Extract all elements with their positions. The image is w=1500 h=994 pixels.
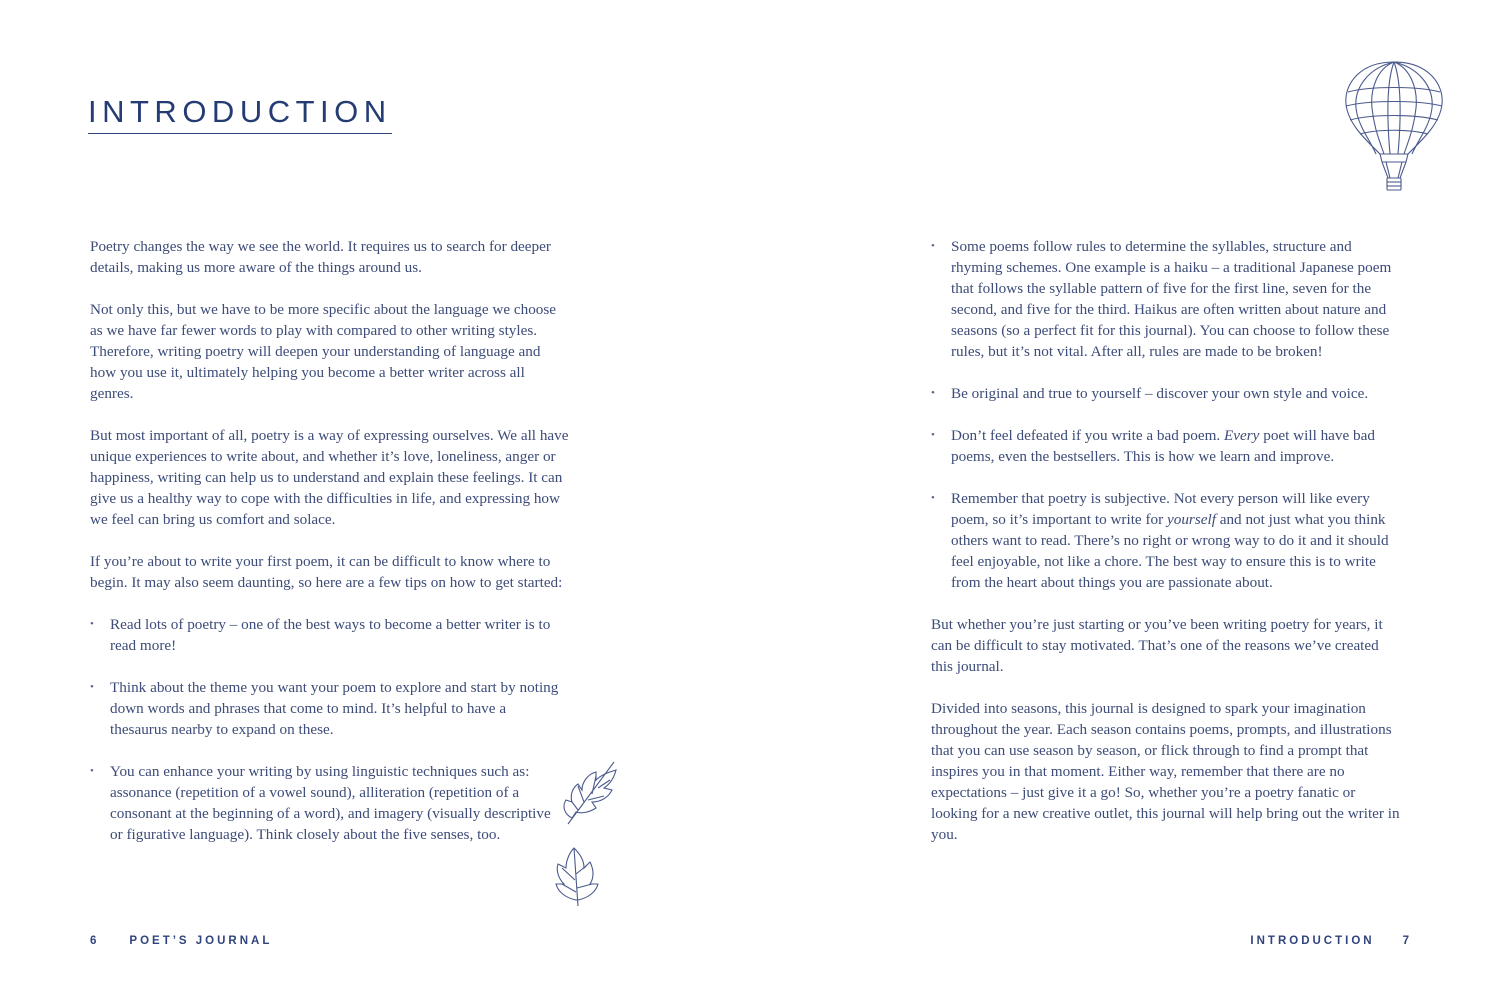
text-run: Don’t feel defeated if you write a bad poem. — [951, 427, 1224, 444]
hot-air-balloon-icon — [1340, 58, 1448, 194]
list-item — [931, 425, 1401, 467]
paragraph: If you’re about to write your first poem, it can be difficult to know where to begin. It may also seem daunting, so here are a few tips on how to get started: — [90, 553, 563, 591]
list-item — [931, 488, 1401, 593]
paragraph: But whether you’re just starting or you’ve been writing poetry for years, it can be difficult to stay motivated. That’s one of the reasons we’ve created this journal. — [931, 616, 1383, 675]
page-number: 6 — [90, 935, 100, 947]
list-item: • Be original and true to yourself – discover your own style and voice. — [931, 383, 1401, 404]
list-item: • Read lots of poetry – one of the best ways to become a better writer is to read more! — [90, 614, 566, 656]
tips-list — [90, 614, 570, 845]
text-run: Remember that poetry is subjective. Not every person will like every poem, so it’s important to write for — [951, 490, 1370, 528]
list-item: • You can enhance your writing by using linguistic techniques such as: assonance (repetition of a vowel sound), alliteration (repetition of a consonant at the beginning of a word), and imagery (visually descriptive or figurative language). Think closely about the five senses, too. — [90, 761, 566, 845]
paragraph: But most important of all, poetry is a way of expressing ourselves. We all have unique experiences to write about, and whether it’s love, loneliness, anger or happiness, writing can help us to understand and explain these feelings. It can give us a healthy way to cope with the difficulties in life, and expressing how we feel can bring us comfort and solace. — [90, 427, 569, 528]
running-title: POET’S JOURNAL — [129, 935, 273, 947]
right-page-column — [931, 236, 1401, 866]
list-item: • Some poems follow rules to determine the syllables, structure and rhyming schemes. One example is a haiku – a traditional Japanese poem that follows the syllable pattern of five for the first line, seven for the second, and five for the third. Haikus are often written about nature and seasons (so a perfect fit for this journal). You can choose to follow these rules, but it’s not vital. After all, rules are made to be broken! — [931, 236, 1401, 362]
left-page-column — [90, 236, 570, 866]
page-number: 7 — [1402, 935, 1412, 947]
paragraph: Divided into seasons, this journal is designed to spark your imagination throughout the year. Each season contains poems, prompts, and illustrations that you can use season by season, or flick through to find a prompt that inspires you in that moment. Either way, remember that there are no expectations – just give it a go! So, whether you’re a poetry fanatic or looking for a new creative outlet, this journal will help bring out the writer in you. — [931, 700, 1400, 843]
running-title: INTRODUCTION — [1250, 935, 1375, 947]
emphasis-text: yourself — [1166, 511, 1216, 528]
paragraph: Not only this, but we have to be more specific about the language we choose as we have far fewer words to play with compared to other writing styles. Therefore, writing poetry will deepen your understanding of language and how you use it, ultimately helping you become a better writer across all genres. — [90, 301, 557, 402]
page-title: INTRODUCTION — [88, 96, 392, 134]
paragraph: Poetry changes the way we see the world. It requires us to search for deeper details, making us more aware of the things around us. — [90, 238, 551, 276]
maple-leaf-icon — [552, 844, 602, 908]
left-page-footer — [90, 935, 272, 947]
text-run: poet will have bad poems, even the bestsellers. This is how we learn and improve. — [951, 427, 1375, 465]
maple-leaf-icon — [558, 756, 624, 828]
emphasis-text: Every — [1224, 427, 1260, 444]
right-page-footer — [1250, 935, 1412, 947]
tips-list — [931, 236, 1401, 593]
list-item: • Think about the theme you want your poem to explore and start by noting down words and phrases that come to mind. It’s helpful to have a thesaurus nearby to expand on these. — [90, 677, 566, 740]
text-run: and not just what you think others want to read. There’s no right or wrong way to do it and it should feel enjoyable, not like a chore. The best way to ensure this is to write from the heart about things you are passionate about. — [951, 511, 1389, 591]
